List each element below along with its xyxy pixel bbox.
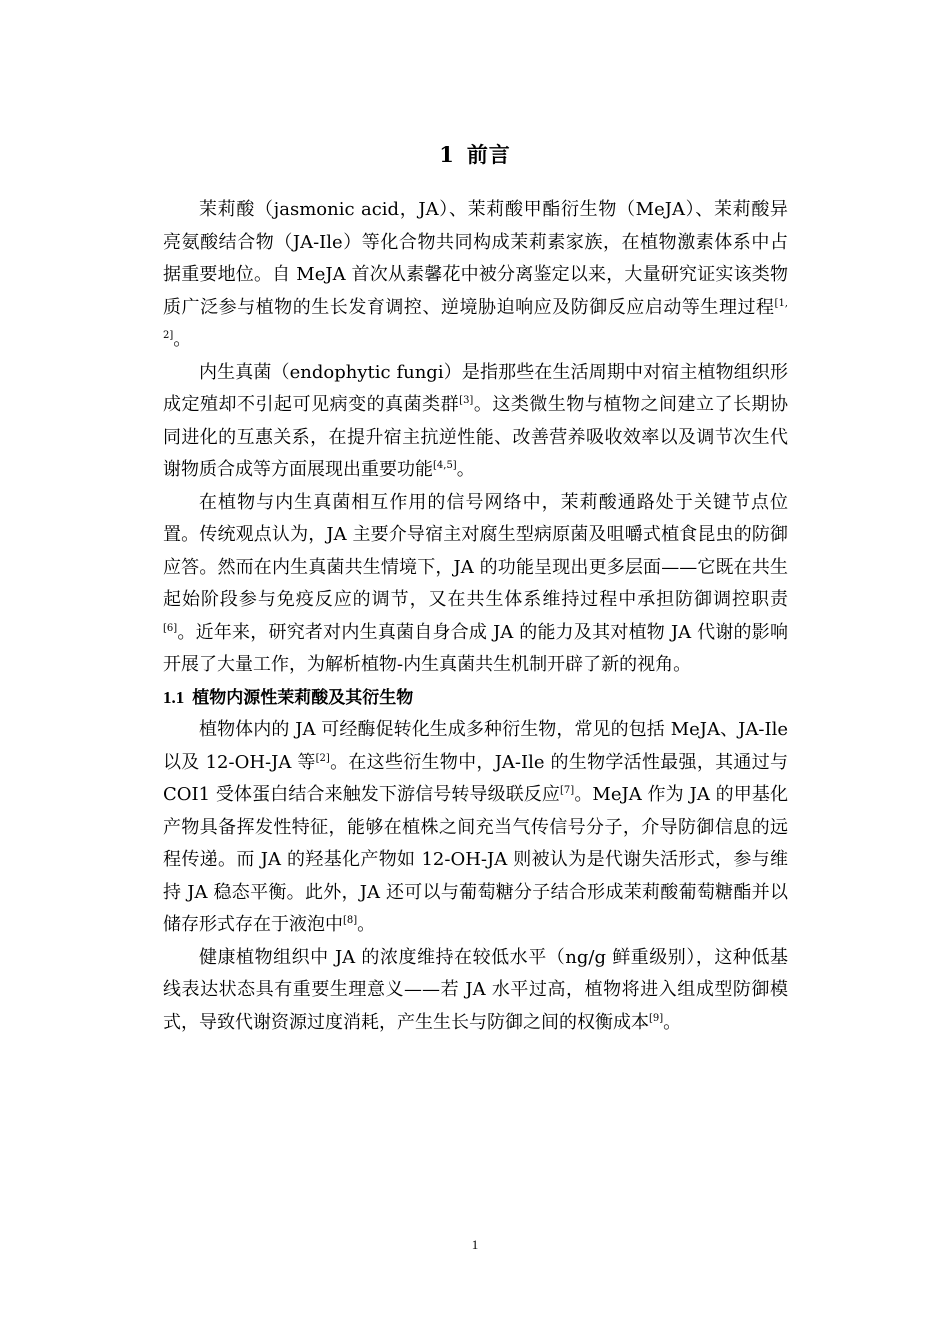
citation: [4,5]	[433, 460, 457, 471]
citation: [6]	[163, 622, 178, 634]
citation: [8]	[343, 915, 358, 926]
chapter-title	[0, 140, 950, 170]
citation: [2]	[315, 752, 330, 764]
paragraph-tail: 。	[456, 459, 475, 480]
paragraph-text: 。在这些衍生物中，JA-Ile 的生物学活性最强，其通过与 COI1 受体蛋白结合来触发下游信号转导级联反应	[163, 751, 788, 805]
paragraph-tail: 。	[173, 329, 192, 350]
paragraph-text: 。近年来，研究者对内生真菌自身合成 JA 的能力及其对植物 JA 代谢的影响开展了大量工作，为解析植物-内生真菌共生机制开辟了新的视角。	[163, 621, 788, 675]
paragraph-text: 。MeJA 作为 JA 的甲基化产物具备挥发性特征，能够在植株之间充当气传信号分子，介导防御信息的远程传递。而 JA 的羟基化产物如 12-OH-JA 则被认为是代谢失活形式，参与维持 JA 稳态平衡。此外，JA 还可以与葡萄糖分子结合形成茉莉酸葡萄糖酯并以储存形式存在于液泡中	[163, 784, 788, 935]
chapter-number: 1	[439, 142, 455, 168]
citation: [3]	[459, 395, 474, 406]
paragraph-text: 在植物与内生真菌相互作用的信号网络中，茉莉酸通路处于关键节点位置。传统观点认为，JA 主要介导宿主对腐生型病原菌及咀嚼式植食昆虫的防御应答。然而在内生真菌共生情境下，JA 的功能呈现出更多层面——它既在共生起始阶段参与免疫反应的调节，又在共生体系维持过程中承担防御调控职责	[163, 491, 788, 610]
paragraph-2	[163, 357, 788, 487]
paragraph-tail: 。	[357, 914, 376, 935]
citation: [9]	[649, 1012, 664, 1024]
paragraph-text: 内生真菌（endophytic fungi）是指那些在生活周期中对宿主植物组织形成定殖却不引起可见病变的真菌类群	[163, 361, 788, 415]
paragraph-text: 。这类微生物与植物之间建立了长期协同进化的互惠关系，在提升宿主抗逆性能、改善营养吸收效率以及调节次生代谢物质合成等方面展现出重要功能	[163, 394, 789, 480]
citation: [1,2]	[163, 297, 788, 341]
paragraph-5	[163, 942, 788, 1040]
paragraph-text: 健康植物组织中 JA 的浓度维持在较低水平（ng/g 鲜重级别），这种低基线表达状态具有重要生理意义——若 JA 水平过高，植物将进入组成型防御模式，导致代谢资源过度消耗，产生生长与防御之间的权衡成本	[163, 946, 788, 1033]
paragraph-4	[163, 714, 788, 942]
body-text	[163, 194, 788, 1039]
citation: [7]	[560, 785, 575, 796]
paragraph-1	[163, 194, 788, 357]
paragraph-text: 植物体内的 JA 可经酶促转化生成多种衍生物，常见的包括 MeJA、JA-Ile 以及 12-OH-JA 等	[163, 719, 788, 773]
paragraph-tail: 。	[663, 1011, 682, 1033]
section-heading	[163, 682, 788, 715]
chapter-title-text: 前言	[466, 142, 511, 168]
page-number: 1	[471, 1237, 479, 1252]
paragraph-3	[163, 487, 788, 682]
section-number: 1.1	[163, 687, 185, 707]
section-title: 植物内源性茉莉酸及其衍生物	[192, 687, 414, 708]
paragraph-text: 茉莉酸（jasmonic acid，JA）、茉莉酸甲酯衍生物（MeJA）、茉莉酸异亮氨酸结合物（JA-Ile）等化合物共同构成茉莉素家族，在植物激素体系中占据重要地位。自 MeJA 首次从素馨花中被分离鉴定以来，大量研究证实该类物质广泛参与植物的生长发育调控、逆境胁迫响应及防御反应启动等生理过程	[163, 199, 788, 318]
